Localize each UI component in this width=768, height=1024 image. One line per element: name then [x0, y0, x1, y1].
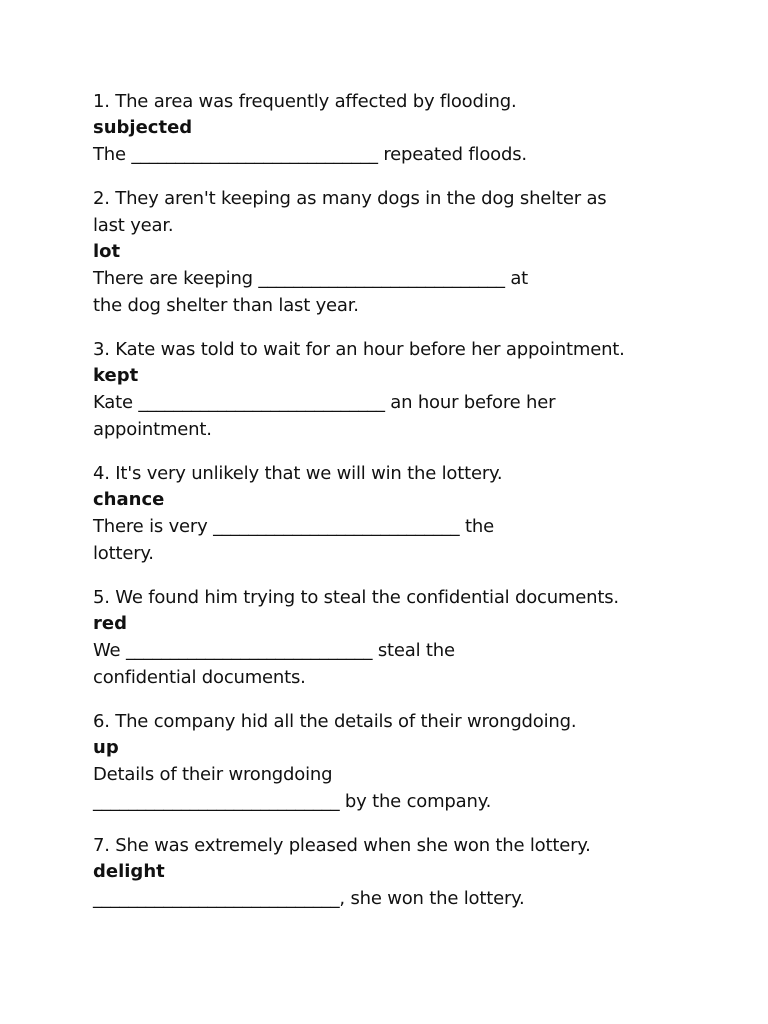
exercise-keyword: delight: [93, 861, 165, 882]
exercise-answer-line-continued: confidential documents.: [93, 667, 306, 688]
exercise-answer-line: There are keeping ____________________________ at: [93, 268, 529, 289]
exercise-answer-line-continued: the dog shelter than last year.: [93, 295, 359, 316]
exercise-3: [93, 336, 693, 443]
exercise-prompt-continued: last year.: [93, 215, 174, 236]
exercise-prompt: 6. The company hid all the details of their wrongdoing.: [93, 711, 577, 732]
exercise-keyword: lot: [93, 241, 121, 262]
exercise-2: [93, 185, 693, 319]
exercise-keyword: kept: [93, 365, 139, 386]
exercise-answer-line: There is very ____________________________ the: [93, 516, 494, 537]
exercise-answer-line: Details of their wrongdoing: [93, 764, 333, 785]
exercise-5: [93, 584, 693, 691]
exercise-keyword: red: [93, 613, 127, 634]
exercise-7: [93, 832, 693, 912]
exercise-prompt: 2. They aren't keeping as many dogs in the dog shelter as: [93, 188, 607, 209]
exercise-answer-line-continued: ____________________________ by the company.: [93, 791, 492, 812]
exercise-answer-line: The ____________________________ repeated floods.: [93, 144, 527, 165]
exercise-prompt: 5. We found him trying to steal the confidential documents.: [93, 587, 619, 608]
exercise-prompt: 7. She was extremely pleased when she won the lottery.: [93, 835, 591, 856]
worksheet: [93, 88, 693, 929]
exercise-keyword: subjected: [93, 117, 193, 138]
exercise-1: [93, 88, 693, 168]
exercise-4: [93, 460, 693, 567]
exercise-prompt: 3. Kate was told to wait for an hour before her appointment.: [93, 339, 625, 360]
exercise-answer-line-continued: lottery.: [93, 543, 154, 564]
exercise-keyword: up: [93, 737, 119, 758]
exercise-keyword: chance: [93, 489, 165, 510]
exercise-answer-line: We ____________________________ steal the: [93, 640, 455, 661]
exercise-answer-line: Kate ____________________________ an hour before her: [93, 392, 556, 413]
exercise-6: [93, 708, 693, 815]
exercise-answer-line-continued: appointment.: [93, 419, 212, 440]
exercise-prompt: 4. It's very unlikely that we will win the lottery.: [93, 463, 503, 484]
exercise-prompt: 1. The area was frequently affected by flooding.: [93, 91, 517, 112]
exercise-answer-line: ____________________________, she won the lottery.: [93, 888, 525, 909]
